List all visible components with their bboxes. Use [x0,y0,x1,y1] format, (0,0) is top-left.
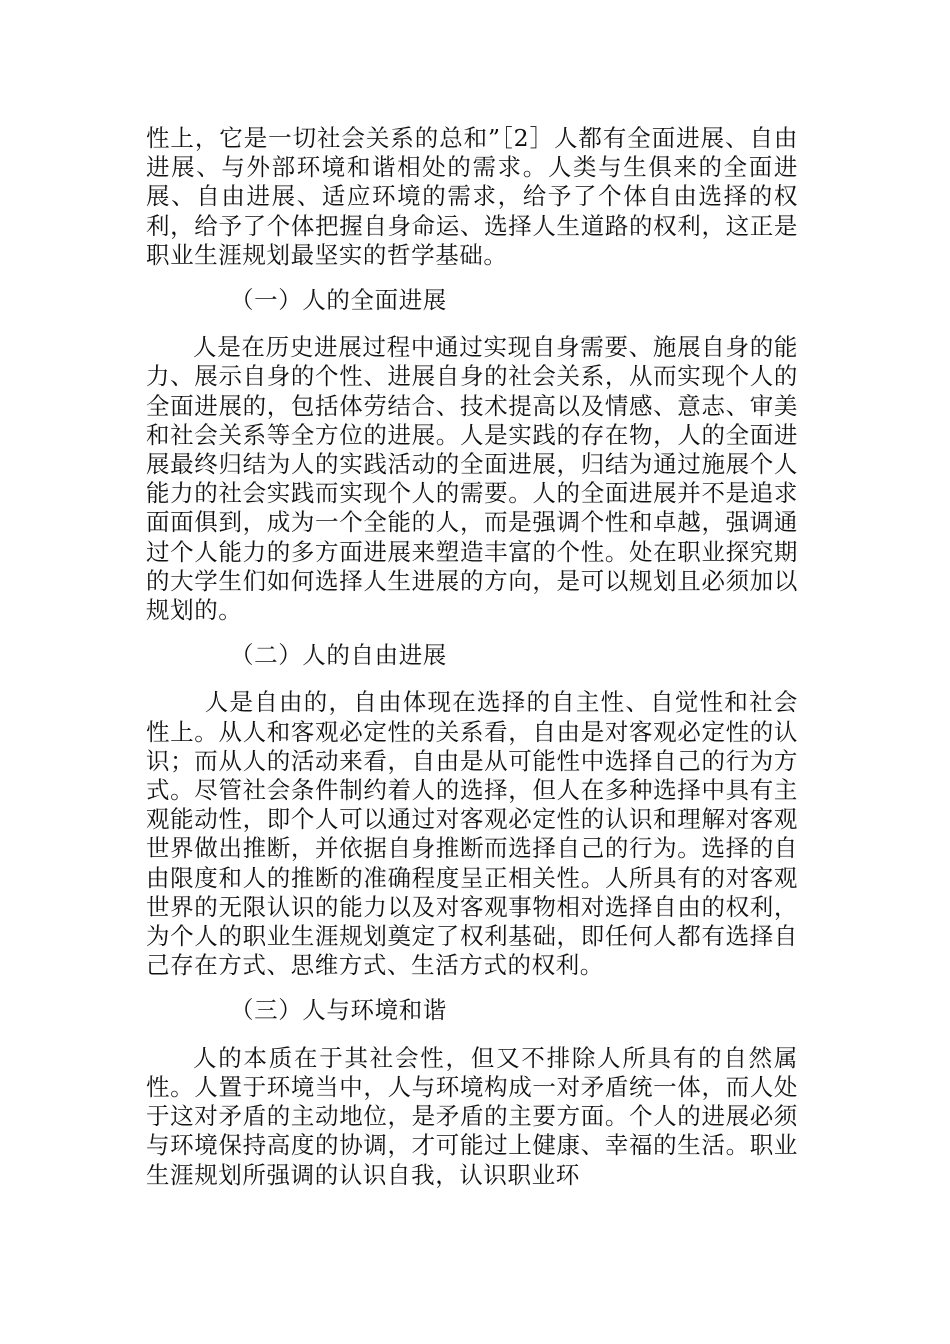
section-heading-2: （二）人的自由进展 [230,641,447,670]
document-body [146,124,798,1190]
section-body-1: 人是在历史进展过程中通过实现自身需要、施展自身的能力、展示自身的个性、进展自身的社会关系，从而实现个人的全面进展的，包括体劳结合、技术提高以及情感、意志、审美和社会关系等全方位的进展。人是实践的存在物，人的全面进展最终归结为人的实践活动的全面进展，归结为通过施展个人能力的社会实践而实现个人的需要。人的全面进展并不是追求面面俱到，成为一个全能的人，而是强调个性和卓越，强调通过个人能力的多方面进展来塑造丰富的个性。处在职业探究期的大学生们如何选择人生进展的方向，是可以规划且必须加以规划的。 [146,333,798,625]
section-body-2: 人是自由的，自由体现在选择的自主性、自觉性和社会性上。从人和客观必定性的关系看，自由是对客观必定性的认识；而从人的活动来看，自由是从可能性中选择自己的行为方式。尽管社会条件制约着人的选择，但人在多种选择中具有主观能动性，即个人可以通过对客观必定性的认识和理解对客观世界做出推断，并依据自身推断而选择自己的行为。选择的自由限度和人的推断的准确程度呈正相关性。人所具有的对客观世界的无限认识的能力以及对客观事物相对选择自由的权利，为个人的职业生涯规划奠定了权利基础，即任何人都有选择自己存在方式、思维方式、生活方式的权利。 [146,688,798,980]
section-body-3: 人的本质在于其社会性，但又不排除人所具有的自然属性。人置于环境当中，人与环境构成一对矛盾统一体，而人处于这对矛盾的主动地位，是矛盾的主要方面。个人的进展必须与环境保持高度的协调，才可能过上健康、幸福的生活。职业生涯规划所强调的认识自我，认识职业环 [146,1043,798,1189]
intro-paragraph: 性上，它是一切社会关系的总和”［2］人都有全面进展、自由进展、与外部环境和谐相处的需求。人类与生俱来的全面进展、自由进展、适应环境的需求，给予了个体自由选择的权利，给予了个体把握自身命运、选择人生道路的权利，这正是职业生涯规划最坚实的哲学基础。 [146,124,798,269]
section-heading-3: （三）人与环境和谐 [230,996,447,1025]
section-heading-1: （一）人的全面进展 [230,286,447,315]
